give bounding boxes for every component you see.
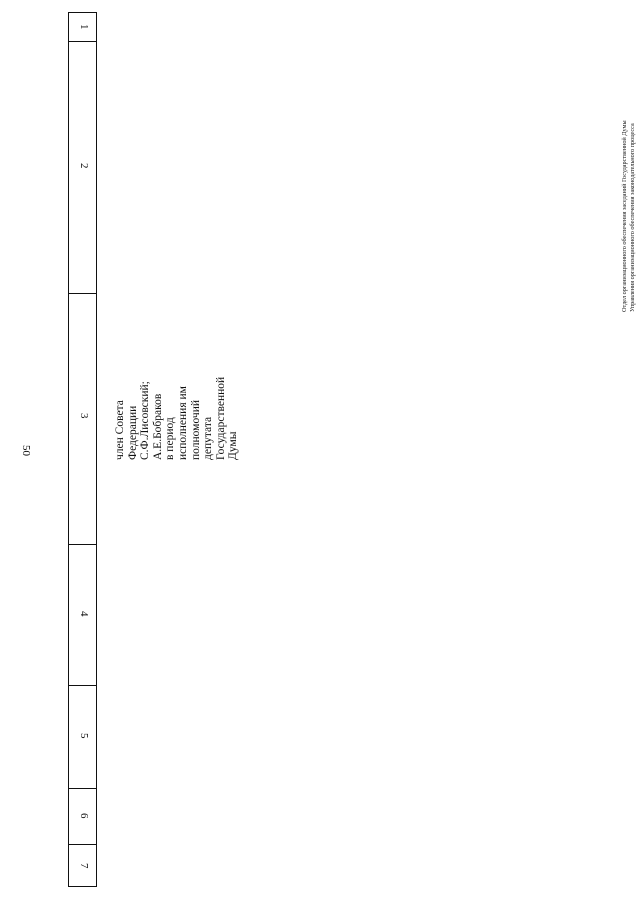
column-number-4: 4 xyxy=(78,611,90,617)
column-number-1: 1 xyxy=(78,24,90,30)
cell-line: член Совета xyxy=(114,400,127,460)
column-divider xyxy=(69,293,96,294)
column-divider xyxy=(69,788,96,789)
page-number: 50 xyxy=(20,445,32,456)
cell-column-3-text xyxy=(114,340,240,460)
cell-line: С.Ф.Лисовский; xyxy=(139,381,152,460)
cell-line: исполнения им xyxy=(177,386,190,460)
column-divider xyxy=(69,41,96,42)
column-divider xyxy=(69,844,96,845)
cell-line: Федерации xyxy=(126,405,139,460)
cell-line: депутата xyxy=(202,416,215,460)
table-header-row xyxy=(68,12,97,887)
column-number-5: 5 xyxy=(78,733,90,739)
column-number-3: 3 xyxy=(78,413,90,419)
cell-line: Думы xyxy=(227,431,240,460)
column-number-6: 6 xyxy=(78,813,90,819)
cell-line: Государственной xyxy=(214,376,227,460)
column-number-2: 2 xyxy=(78,163,90,169)
footer-department xyxy=(621,12,637,312)
footer-line-2: Управления организационного обеспечения законодательного процесса xyxy=(629,123,636,312)
cell-line: в период xyxy=(164,417,177,460)
footer-line-1: Отдел организационного обеспечения заседаний Государственной Думы xyxy=(621,120,628,312)
cell-line: А.Е.Бобраков xyxy=(151,393,164,460)
column-divider xyxy=(69,544,96,545)
column-number-7: 7 xyxy=(78,863,90,869)
column-divider xyxy=(69,685,96,686)
cell-line: полномочий xyxy=(189,400,202,460)
